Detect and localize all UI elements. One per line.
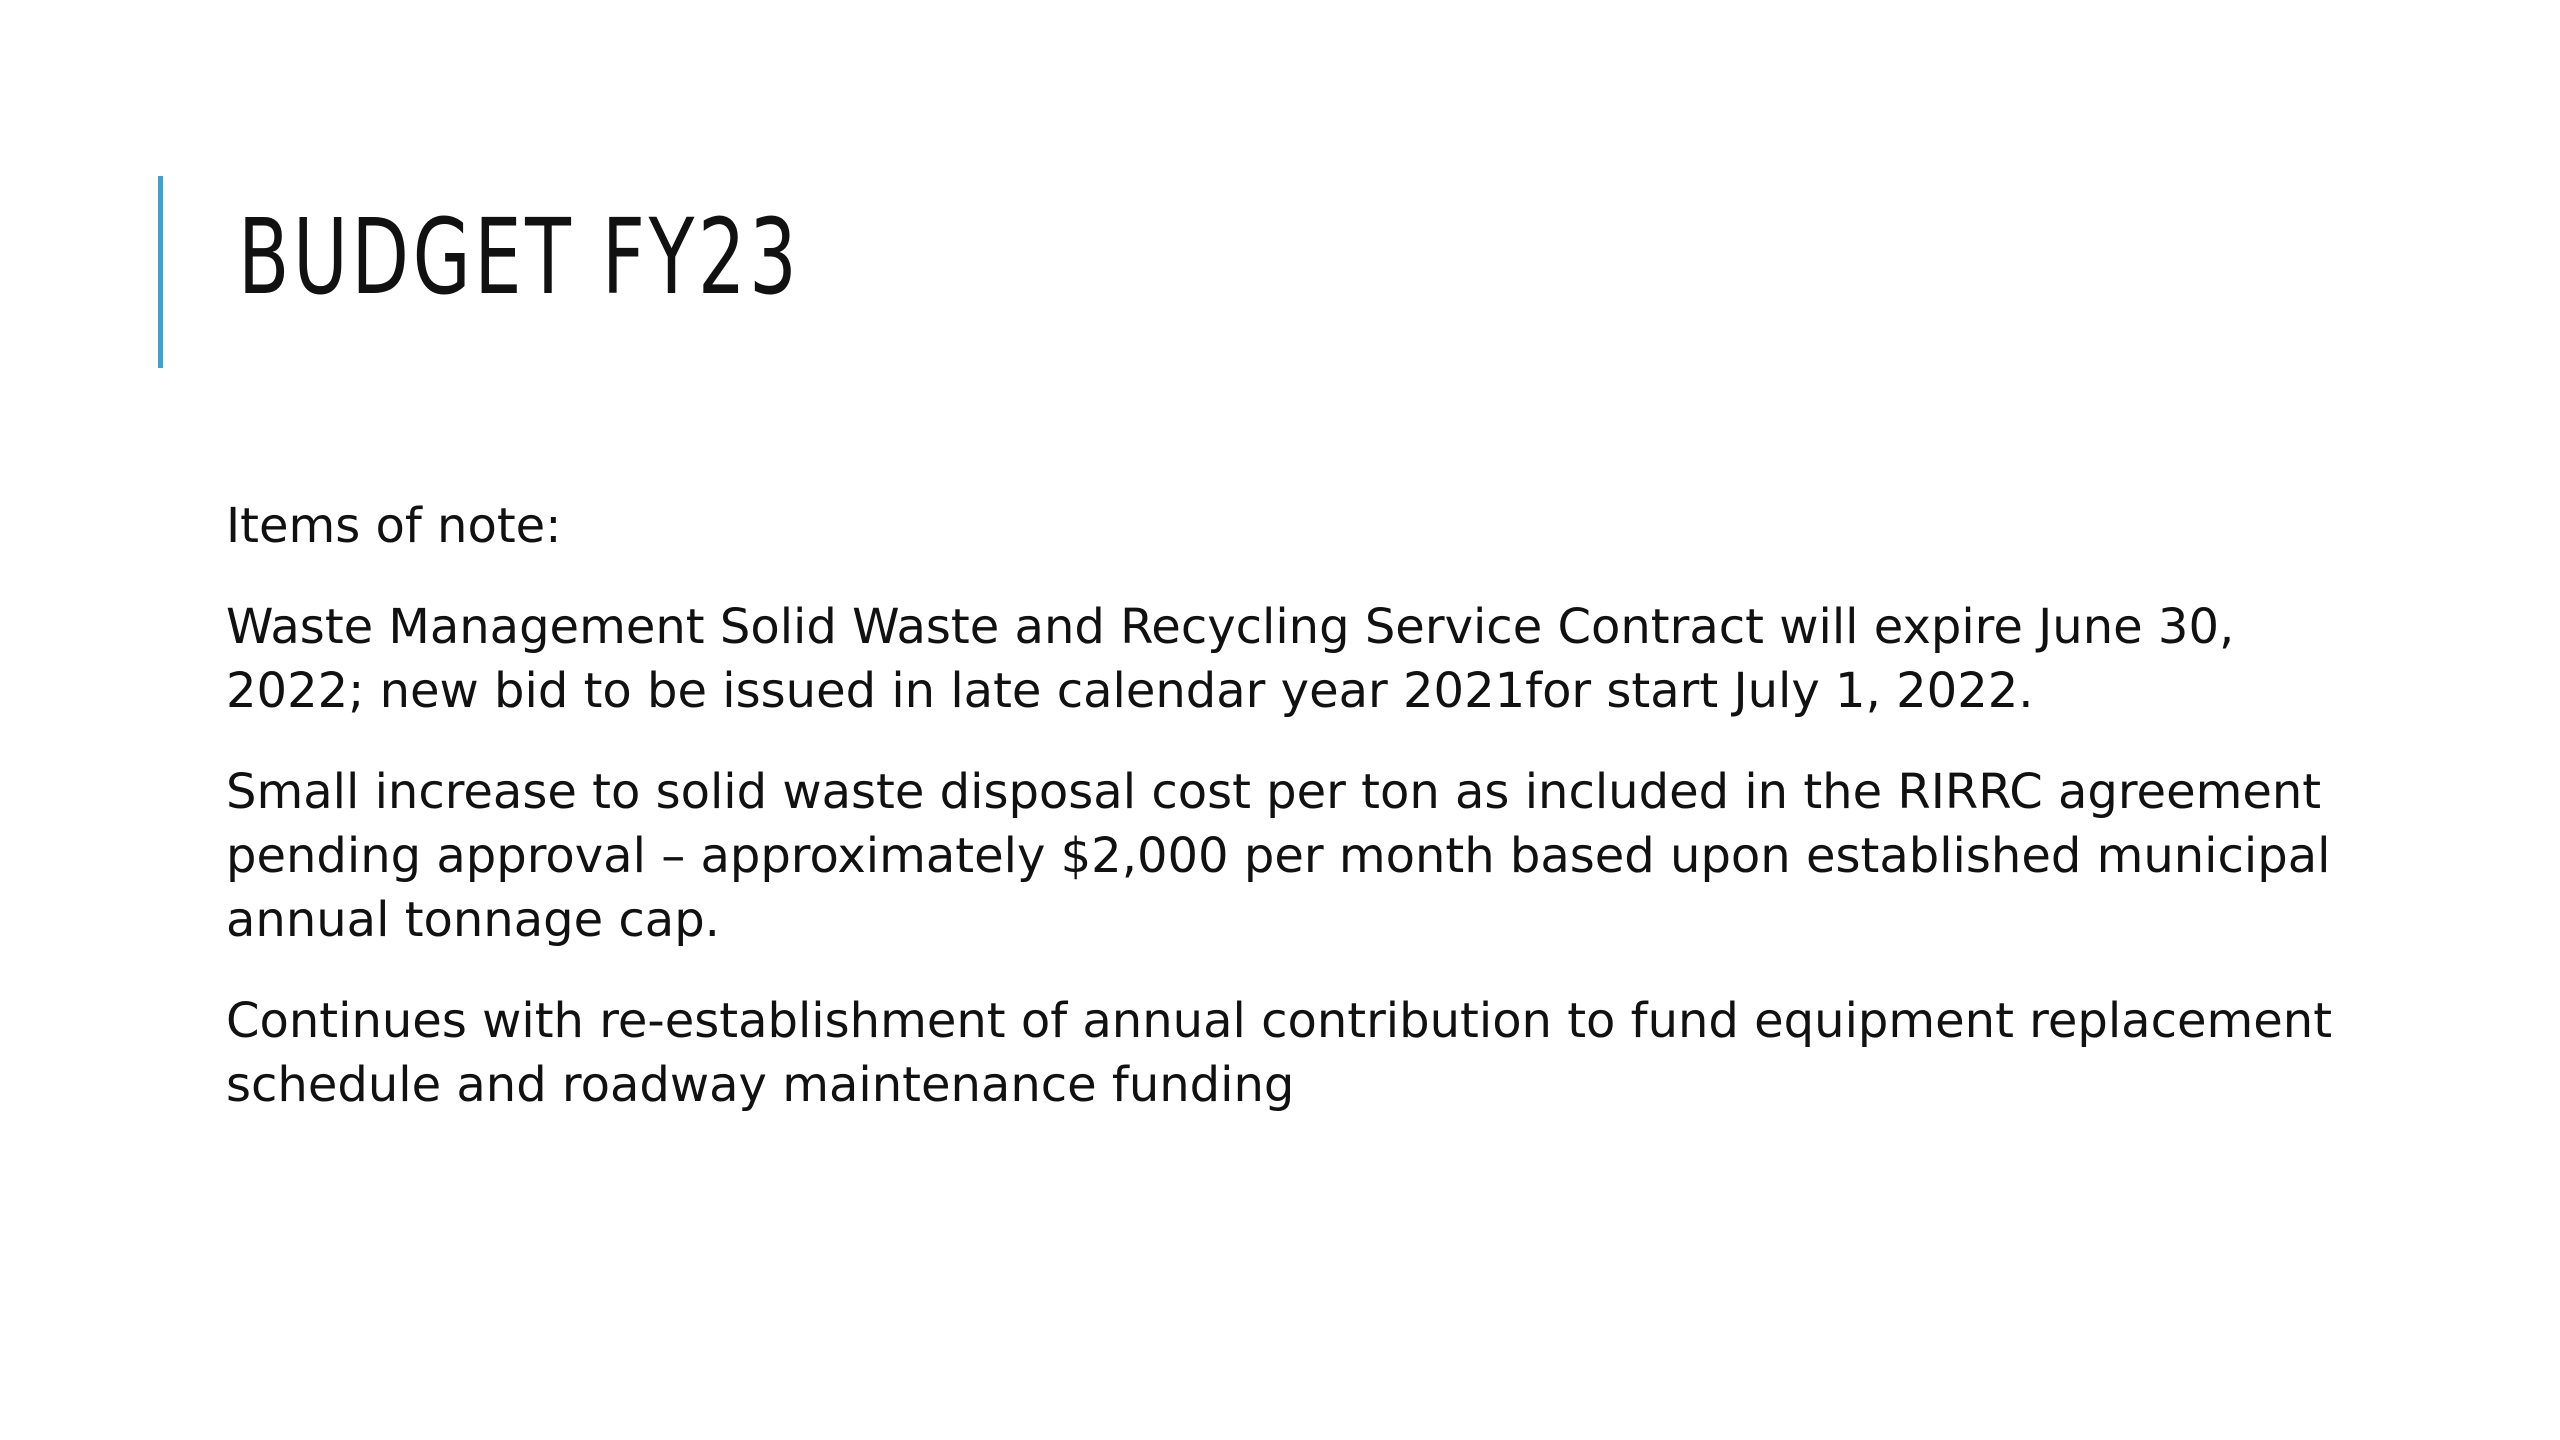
paragraph-contract: Waste Management Solid Waste and Recycling Service Contract will expire June 30, 2022; new bid to be issued in late calendar year 2021for start July 1, 2022. — [226, 599, 2235, 719]
paragraph-contribution: Continues with re-establishment of annual contribution to fund equipment replacement schedule and roadway maintenance funding — [226, 993, 2333, 1113]
slide-body — [226, 494, 2366, 1154]
slide-title: BUDGET FY23 — [238, 196, 801, 318]
paragraph-items-of-note: Items of note: — [226, 498, 562, 554]
title-accent-bar — [158, 176, 163, 368]
paragraph-disposal-cost: Small increase to solid waste disposal cost per ton as included in the RIRRC agreement pending approval – approximately $2,000 per month based upon established municipal annual tonnage cap. — [226, 764, 2331, 948]
